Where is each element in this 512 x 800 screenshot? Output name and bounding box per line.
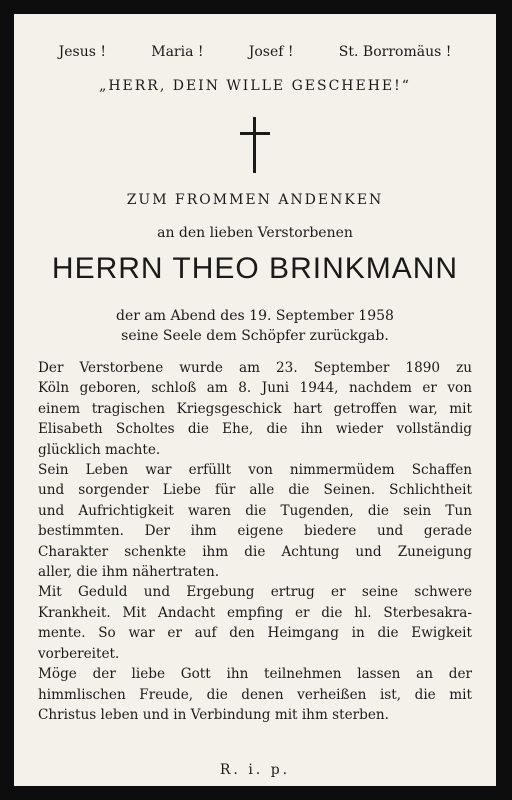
deceased-name: HERRN THEO BRINKMANN (51, 252, 459, 285)
bio-line: Charakter schenkte ihm die Achtung und Zuneigung (38, 543, 472, 560)
invocation-borromaeus: St. Borromäus ! (338, 44, 452, 60)
closing-rip: R. i. p. (219, 762, 291, 778)
bio-line: mente. So war er auf den Heimgang in die Ewigkeit (38, 625, 472, 642)
bio-line: und Aufrichtigkeit waren die Tugenden, die sein Tun (38, 502, 472, 519)
bio-line: Möge der liebe Gott ihn teilnehmen lassen an der (38, 666, 472, 683)
bio-line: und sorgender Liebe für alle die Seinen. Schlichtheit (38, 482, 472, 499)
motto: „HERR, DEIN WILLE GESCHEHE!“ (99, 78, 411, 94)
bio-line: bestimmten. Der ihm eigene biedere und gerade (38, 523, 472, 540)
invocation-jesus: Jesus ! (58, 44, 106, 60)
bio-line: einem tragischen Kriegsgeschick hart getroffen war, mit (38, 400, 472, 417)
bio-line: himmlischen Freude, die denen verheißen ist, die mit (38, 686, 472, 703)
bio-line: Christus leben und in Verbindung mit ihm sterben. (38, 706, 389, 723)
biography (38, 358, 472, 725)
bio-line: Der Verstorbene wurde am 23. September 1890 zu (38, 360, 472, 376)
bio-line: vorbereitet. (38, 645, 120, 662)
death-line: der am Abend des 19. September 1958 (116, 308, 394, 324)
memory-heading: ZUM FROMMEN ANDENKEN (126, 192, 384, 208)
bio-line: Sein Leben war erfüllt von nimmermüdem Schaffen (38, 462, 472, 479)
invocation-josef: Josef ! (248, 44, 294, 60)
cross-icon (240, 117, 270, 173)
bio-line: Elisabeth Scholtes die Ehe, die ihn wieder vollständig (38, 421, 472, 438)
death-notice (14, 306, 496, 346)
death-line: seine Seele dem Schöpfer zurückgab. (121, 328, 389, 344)
bio-line: glücklich machte. (38, 441, 161, 458)
bio-line: aller, die ihm nähertraten. (38, 564, 220, 581)
intro-line: an den lieben Verstorbenen (157, 225, 353, 241)
bio-line: Krankheit. Mit Andacht empfing er die hl. Sterbesakra- (38, 604, 472, 621)
bio-line: Köln geboren, schloß am 8. Juni 1944, nachdem er von (38, 380, 472, 397)
bio-line: Mit Geduld und Ergebung ertrug er seine schwere (38, 584, 472, 601)
invocation-row (14, 44, 496, 60)
memorial-card (14, 14, 496, 786)
invocation-maria: Maria ! (151, 44, 204, 60)
